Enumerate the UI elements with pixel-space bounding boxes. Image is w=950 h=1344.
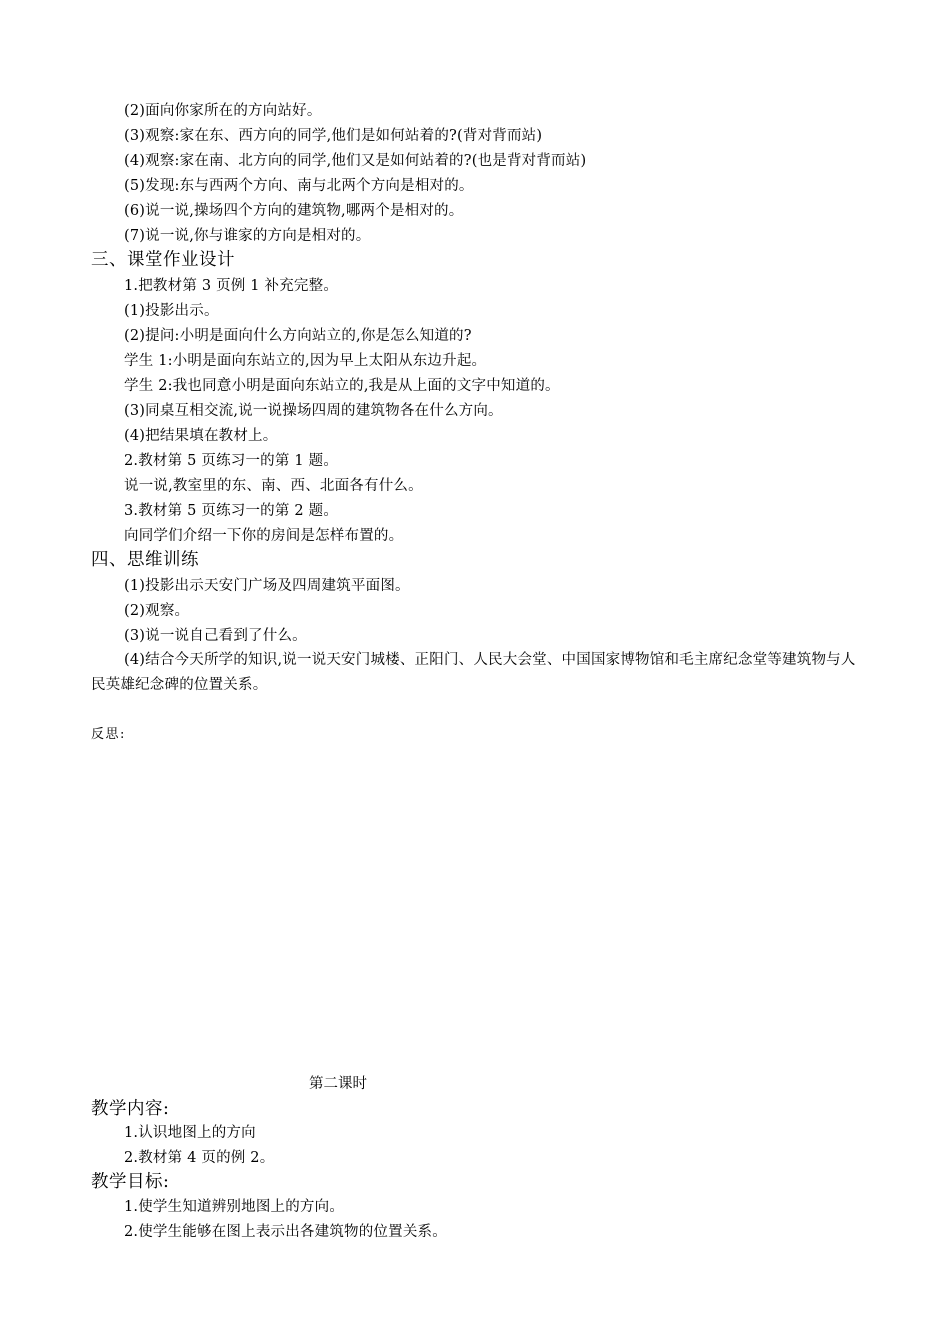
exercise-line: 学生 1:小明是面向东站立的,因为早上太阳从东边升起。 [124,353,487,369]
training-paragraph: (4)结合今天所学的知识,说一说天安门城楼、正阳门、人民大会堂、中国国家博物馆和毛主席纪念堂等建筑物与人民英雄纪念碑的位置关系。 [91,652,856,693]
content-item: 1.认识地图上的方向 [124,1125,256,1141]
training-line: (2)观察。 [124,603,190,619]
lesson-title: 第二课时 [309,1076,367,1092]
step-line: (7)说一说,你与谁家的方向是相对的。 [124,228,371,244]
exercise-line: (1)投影出示。 [124,303,219,319]
training-line: (1)投影出示天安门广场及四周建筑平面图。 [124,578,410,594]
reflection-label: 反思: [91,727,126,742]
exercise-line: 学生 2:我也同意小明是面向东站立的,我是从上面的文字中知道的。 [124,378,560,394]
exercise-line: 3.教材第 5 页练习一的第 2 题。 [124,503,339,519]
exercise-line: (3)同桌互相交流,说一说操场四周的建筑物各在什么方向。 [124,403,503,419]
step-line: (6)说一说,操场四个方向的建筑物,哪两个是相对的。 [124,203,464,219]
goal-item: 1.使学生知道辨别地图上的方向。 [124,1199,345,1215]
section-heading: 三、课堂作业设计 [91,250,235,270]
exercise-line: (2)提问:小明是面向什么方向站立的,你是怎么知道的? [124,328,472,344]
section-heading: 四、思维训练 [91,550,199,570]
step-line: (5)发现:东与西两个方向、南与北两个方向是相对的。 [124,178,474,194]
content-item: 2.教材第 4 页的例 2。 [124,1150,275,1166]
goal-item: 2.使学生能够在图上表示出各建筑物的位置关系。 [124,1224,447,1240]
step-line: (3)观察:家在东、西方向的同学,他们是如何站着的?(背对背而站) [124,128,543,144]
training-line: (3)说一说自己看到了什么。 [124,628,307,644]
exercise-line: 说一说,教室里的东、南、西、北面各有什么。 [124,478,423,494]
step-line: (2)面向你家所在的方向站好。 [124,103,322,119]
exercise-line: (4)把结果填在教材上。 [124,428,278,444]
content-heading: 教学内容: [91,1099,170,1119]
step-line: (4)观察:家在南、北方向的同学,他们又是如何站着的?(也是背对背而站) [124,153,587,169]
exercise-line: 2.教材第 5 页练习一的第 1 题。 [124,453,339,469]
exercise-line: 1.把教材第 3 页例 1 补充完整。 [124,278,339,294]
exercise-line: 向同学们介绍一下你的房间是怎样布置的。 [124,528,404,544]
goals-heading: 教学目标: [91,1172,170,1192]
